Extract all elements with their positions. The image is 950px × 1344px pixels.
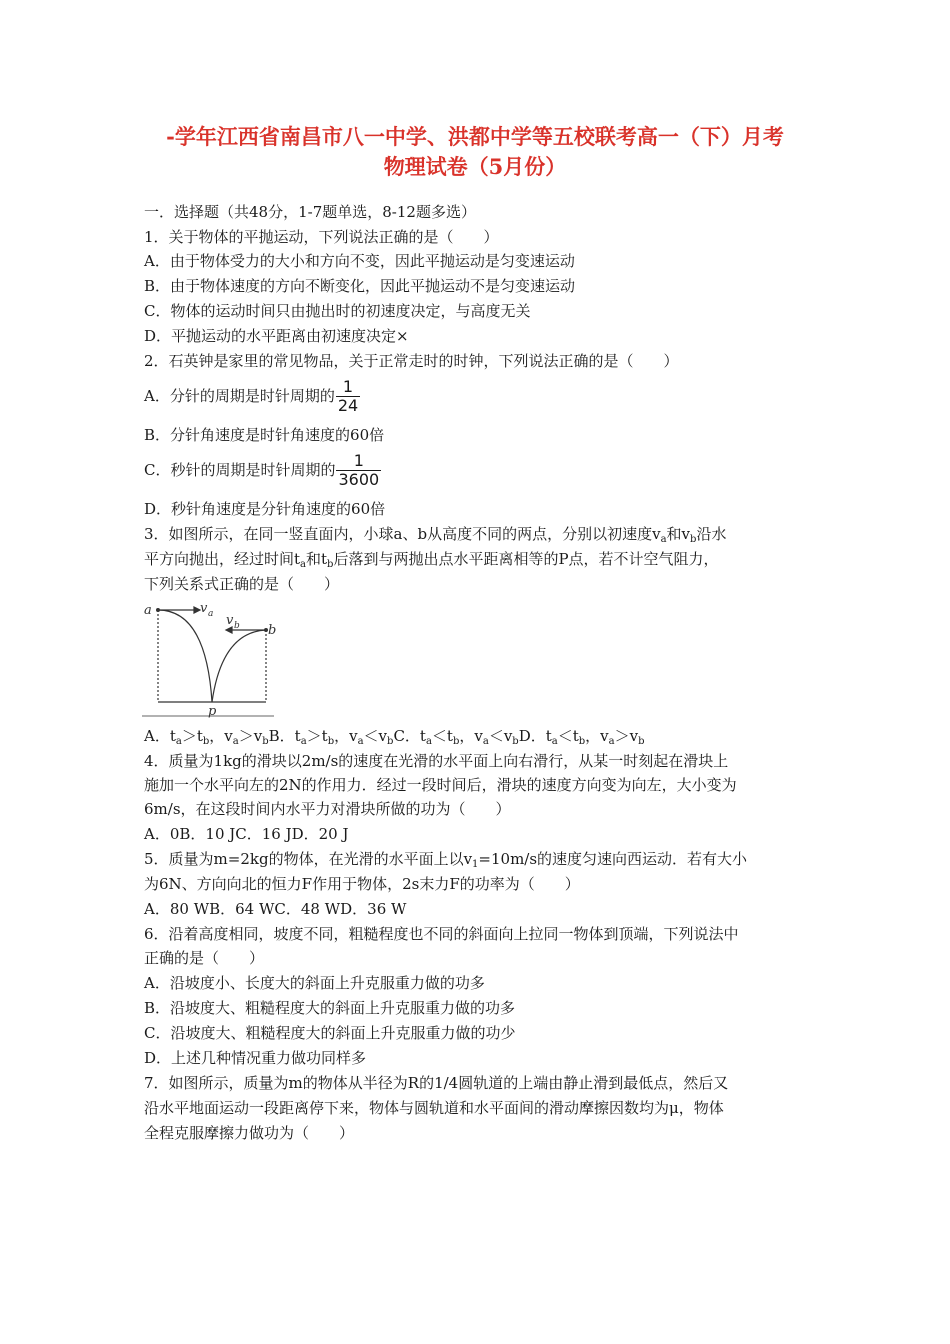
q6-option-a: A．沿坡度小、长度大的斜面上升克服重力做的功多 (144, 974, 485, 992)
opt-text: ＞t (306, 727, 328, 745)
subscript: a (175, 736, 182, 747)
subscript: a (482, 736, 489, 747)
subscript: a (300, 736, 307, 747)
subscript-b: b (690, 534, 697, 545)
opt-text: ＞t (181, 727, 203, 745)
q6-line-1: 6．沿着高度相同，坡度不同，粗糙程度也不同的斜面向上拉同一物体到顶端，下列说法中 (144, 925, 739, 943)
subscript: a (608, 736, 615, 747)
q3-text: 后落到与两抛出点水平距离相等的P点，若不计空气阻力， (333, 550, 719, 568)
subscript: b (202, 736, 210, 747)
exam-title (100, 122, 850, 182)
subscript-a: a (300, 559, 306, 570)
subscript-1: 1 (472, 859, 479, 870)
q7-line-2: 沿水平地面运动一段距离停下来，物体与圆轨道和水平面间的滑动摩擦因数均为μ，物体 (144, 1099, 724, 1117)
fraction-denominator: 3600 (338, 469, 380, 489)
subscript: a (425, 736, 432, 747)
q3-line-1 (144, 524, 824, 544)
subscript: b (512, 736, 519, 747)
trajectory-b (212, 630, 266, 702)
fraction-numerator: 1 (342, 376, 354, 396)
opt-text: ＜v (363, 727, 388, 745)
q2-stem: 2．石英钟是家里的常见物品，关于正常走时的时钟，下列说法正确的是（ ） (144, 352, 679, 370)
q1-option-c: C．物体的运动时间只由抛出时的初速度决定，与高度无关 (144, 302, 531, 320)
subscript: b (638, 736, 645, 747)
opt-text: ＜t (431, 727, 453, 745)
q1-option-a: A．由于物体受力的大小和方向不变，因此平抛运动是匀变速运动 (144, 252, 575, 270)
opt-text: B．t (268, 727, 301, 745)
subscript: a (357, 736, 364, 747)
q5-line-1 (144, 849, 824, 869)
subscript: b (452, 736, 460, 747)
opt-text: ＞v (238, 727, 263, 745)
q4-line-1: 4．质量为1kg的滑块以2m/s的速度在光滑的水平面上向右滑行，从某一时刻起在滑块上 (144, 752, 729, 770)
q6-line-2: 正确的是（ ） (144, 949, 265, 967)
q3-text: 平方向抛出，经过时间t (144, 550, 301, 568)
q2-option-a-text: A．分针的周期是时针周期的 (144, 387, 335, 405)
subscript: b (387, 736, 394, 747)
q2-option-d: D．秒针角速度是分针角速度的60倍 (144, 500, 386, 518)
label-b: b (268, 623, 276, 638)
subscript: b (578, 736, 586, 747)
opt-text: C．t (393, 727, 426, 745)
q4-line-2: 施加一个水平向左的2N的作用力．经过一段时间后，滑块的速度方向变为向左，大小变为 (144, 776, 737, 794)
q2-option-b: B．分针角速度是时针角速度的60倍 (144, 426, 385, 444)
label-p: p (208, 704, 217, 719)
subscript: b (262, 736, 269, 747)
q4-line-3: 6m/s，在这段时间内水平力对滑块所做的功为（ ） (144, 800, 511, 818)
q1-stem: 1．关于物体的平抛运动，下列说法正确的是（ ） (144, 228, 499, 246)
q4-options: A．0B．10 JC．16 JD．20 J (144, 825, 349, 843)
opt-text: D．t (518, 727, 552, 745)
label-va: v (200, 601, 208, 616)
opt-text: A．t (144, 727, 176, 745)
q7-line-1: 7．如图所示，质量为m的物体从半径为R的1/4圆轨道的上端由静止滑到最低点，然后又 (144, 1074, 729, 1092)
q6-option-d: D．上述几种情况重力做功同样多 (144, 1049, 367, 1067)
subscript: a (232, 736, 239, 747)
q3-text: 和t (306, 550, 328, 568)
q3-text: 沿水 (696, 525, 727, 543)
subscript-b: b (327, 559, 334, 570)
opt-text: ，v (585, 727, 609, 745)
opt-text: ＜v (488, 727, 513, 745)
trajectory-a (158, 610, 212, 702)
fraction-numerator: 1 (353, 450, 364, 470)
q3-options (144, 726, 824, 746)
fraction-1-24 (336, 378, 360, 415)
subscript: b (327, 736, 335, 747)
opt-text: ，v (459, 727, 483, 745)
label-a: a (144, 603, 152, 618)
opt-text: ，v (334, 727, 358, 745)
subscript: a (551, 736, 558, 747)
subscript-a: a (660, 534, 667, 545)
q1-option-d: D．平抛运动的水平距离由初速度决定× (144, 327, 409, 345)
opt-text: ＜t (557, 727, 579, 745)
opt-text: ，v (209, 727, 233, 745)
q5-options: A．80 WB．64 WC．48 WD．36 W (144, 900, 407, 918)
fraction-1-3600 (336, 452, 381, 489)
q5-text: 5．质量为m=2kg的物体，在光滑的水平面上以v (144, 850, 473, 868)
q1-option-b: B．由于物体速度的方向不断变化，因此平抛运动不是匀变速运动 (144, 277, 576, 295)
q3-text: 3．如图所示，在同一竖直面内，小球a、b从高度不同的两点，分别以初速度v (144, 525, 661, 543)
fraction-denominator: 24 (337, 395, 359, 415)
q2-option-c-text: C．秒针的周期是时针周期的 (144, 461, 336, 479)
q3-text: 和v (666, 525, 691, 543)
projectile-figure (142, 596, 276, 720)
label-vb: v (226, 613, 234, 628)
q7-line-3: 全程克服摩擦力做功为（ ） (144, 1124, 355, 1142)
q3-line-2 (144, 549, 824, 569)
opt-text: ＞v (614, 727, 639, 745)
label-vb-sub: b (234, 621, 240, 631)
q6-option-b: B．沿坡度大、粗糙程度大的斜面上升克服重力做的功多 (144, 999, 516, 1017)
section-heading: 一．选择题（共48分，1-7题单选，8-12题多选） (144, 203, 476, 221)
q2-option-a (144, 376, 824, 416)
q5-line-2: 为6N、方向向北的恒力F作用于物体，2s末力F的功率为（ ） (144, 875, 580, 893)
q3-line-3: 下列关系式正确的是（ ） (144, 575, 340, 593)
label-va-sub: a (208, 609, 214, 619)
q5-text: =10m/s的速度匀速向西运动．若有大小 (478, 850, 748, 868)
q2-option-c (144, 449, 824, 491)
title-line-2: 物理试卷（5月份） (383, 154, 567, 179)
ball-a (156, 608, 160, 612)
q6-option-c: C．沿坡度大、粗糙程度大的斜面上升克服重力做的功少 (144, 1024, 516, 1042)
title-line-1: -学年江西省南昌市八一中学、洪都中学等五校联考高一（下）月考 (166, 124, 784, 149)
